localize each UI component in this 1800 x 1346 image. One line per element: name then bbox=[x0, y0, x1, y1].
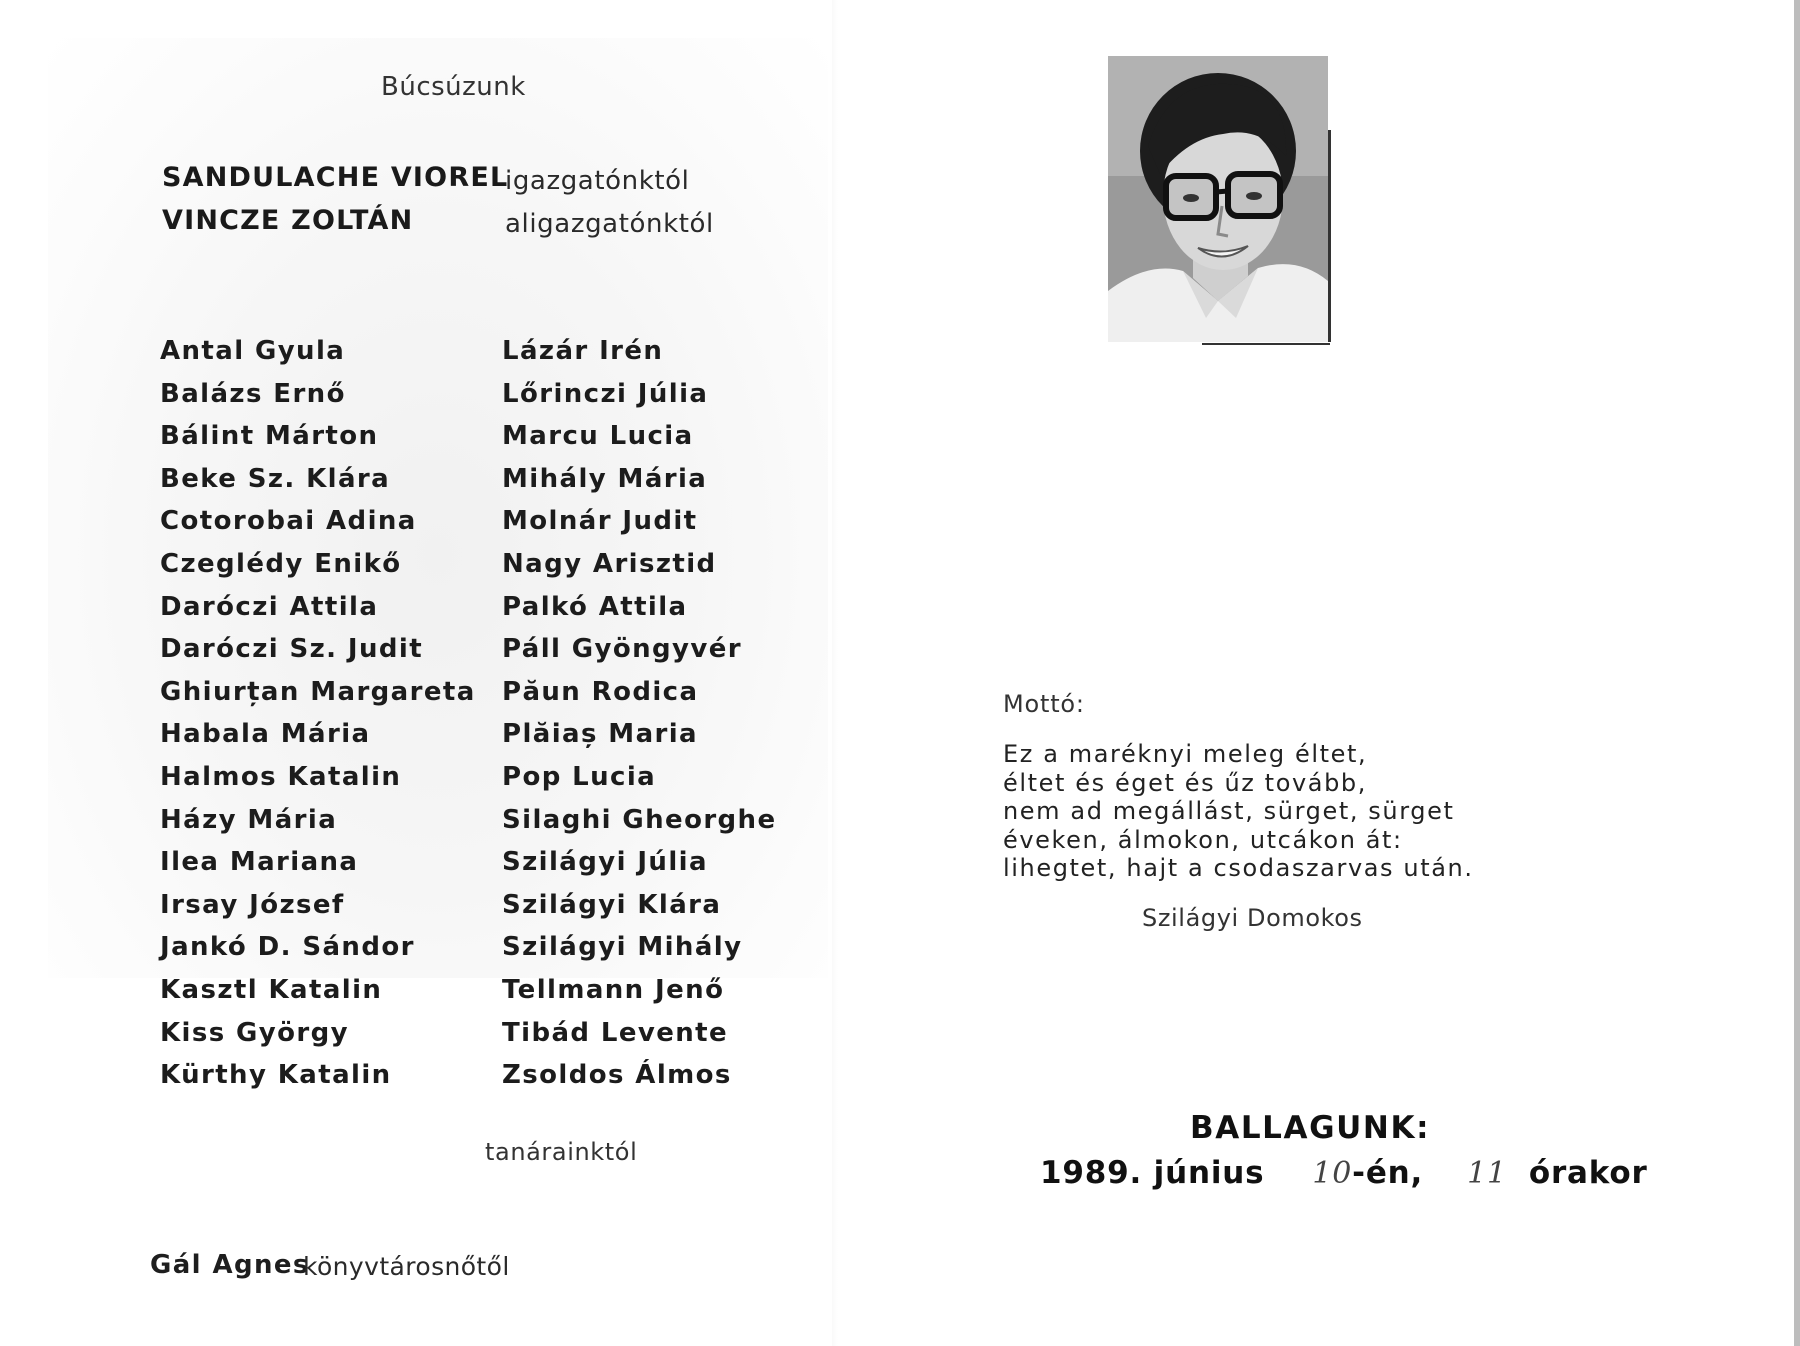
motto-line: Ez a maréknyi meleg éltet, bbox=[1003, 740, 1368, 768]
photo-frame-line bbox=[1328, 130, 1331, 342]
teacher-name: Lőrinczi Júlia bbox=[502, 378, 709, 409]
motto-line: éveken, álmokon, utcákon át: bbox=[1003, 825, 1403, 854]
teacher-name: Molnár Judit bbox=[502, 506, 698, 537]
motto-author: Szilágyi Domokos bbox=[1142, 904, 1363, 932]
teacher-name: Silaghi Gheorghe bbox=[502, 804, 777, 835]
teacher-list-left bbox=[160, 330, 476, 1097]
teachers-caption: tanárainktól bbox=[485, 1138, 638, 1166]
teacher-name: Ilea Mariana bbox=[160, 847, 359, 878]
teacher-name: Páll Gyöngyvér bbox=[502, 634, 743, 665]
scan-edge bbox=[1794, 0, 1800, 1346]
portrait-photo bbox=[1108, 56, 1328, 342]
teacher-name: Mihály Mária bbox=[502, 463, 708, 494]
teacher-name: Pop Lucia bbox=[502, 761, 657, 792]
motto-line: éltet és éget és űz tovább, bbox=[1003, 768, 1367, 797]
teacher-name: Daróczi Sz. Judit bbox=[160, 634, 424, 665]
teacher-name: Szilágyi Mihály bbox=[502, 932, 743, 963]
teacher-name: Kiss György bbox=[160, 1017, 349, 1048]
deputy-director-name: VINCZE ZOLTÁN bbox=[162, 205, 414, 236]
teacher-name: Jankó D. Sándor bbox=[160, 932, 415, 963]
teacher-name: Házy Mária bbox=[160, 804, 338, 835]
teacher-name: Kasztl Katalin bbox=[160, 974, 383, 1005]
handwritten-hour: 11 bbox=[1467, 1156, 1507, 1191]
page-fold bbox=[832, 0, 838, 1346]
teacher-name: Cotorobai Adina bbox=[160, 506, 417, 537]
teacher-list-right bbox=[502, 330, 777, 1097]
teacher-name: Păun Rodica bbox=[502, 676, 699, 707]
teacher-name: Nagy Arisztid bbox=[502, 548, 717, 579]
teacher-name: Tibád Levente bbox=[502, 1017, 729, 1048]
teacher-name: Palkó Attila bbox=[502, 591, 688, 622]
teacher-name: Bálint Márton bbox=[160, 421, 379, 452]
teacher-name: Halmos Katalin bbox=[160, 761, 402, 792]
teacher-name: Irsay József bbox=[160, 889, 345, 920]
motto-line: nem ad megállást, sürget, sürget bbox=[1003, 797, 1455, 825]
teacher-name: Beke Sz. Klára bbox=[160, 463, 391, 494]
teacher-name: Antal Gyula bbox=[160, 336, 346, 366]
graduation-date bbox=[1040, 1155, 1648, 1191]
teacher-name: Szilágyi Klára bbox=[502, 889, 722, 920]
motto-line: lihegtet, hajt a csodaszarvas után. bbox=[1003, 854, 1474, 882]
motto-label: Mottó: bbox=[1003, 690, 1085, 718]
teacher-name: Kürthy Katalin bbox=[160, 1060, 392, 1091]
teacher-name: Plăiaș Maria bbox=[502, 719, 698, 750]
teacher-name: Marcu Lucia bbox=[502, 421, 694, 452]
teacher-name: Zsoldos Álmos bbox=[502, 1060, 732, 1091]
motto-poem bbox=[1003, 740, 1474, 883]
handwritten-day: 10 bbox=[1312, 1156, 1353, 1191]
director-role: igazgatónktól bbox=[505, 166, 690, 196]
date-day-suffix: -én, bbox=[1352, 1155, 1424, 1191]
teacher-name: Daróczi Attila bbox=[160, 591, 379, 622]
teacher-name: Lázár Irén bbox=[502, 336, 664, 366]
photo-frame-base bbox=[1202, 343, 1330, 345]
teacher-name: Tellmann Jenő bbox=[502, 974, 725, 1005]
teacher-name: Balázs Ernő bbox=[160, 378, 346, 409]
director-name: SANDULACHE VIOREL bbox=[162, 162, 509, 193]
date-hour-suffix: órakor bbox=[1528, 1155, 1648, 1191]
librarian-role: könyvtárosnőtől bbox=[303, 1252, 510, 1281]
teacher-name: Habala Mária bbox=[160, 719, 371, 750]
farewell-heading: Búcsúzunk bbox=[381, 72, 526, 102]
teacher-name: Szilágyi Júlia bbox=[502, 847, 708, 878]
date-prefix: 1989. június bbox=[1040, 1155, 1265, 1191]
graduation-title: BALLAGUNK: bbox=[1190, 1110, 1431, 1146]
deputy-director-role: aligazgatónktól bbox=[505, 209, 714, 239]
teacher-name: Ghiurțan Margareta bbox=[160, 676, 476, 707]
librarian-name: Gál Agnes bbox=[150, 1250, 310, 1280]
teacher-name: Czeglédy Enikő bbox=[160, 548, 402, 579]
